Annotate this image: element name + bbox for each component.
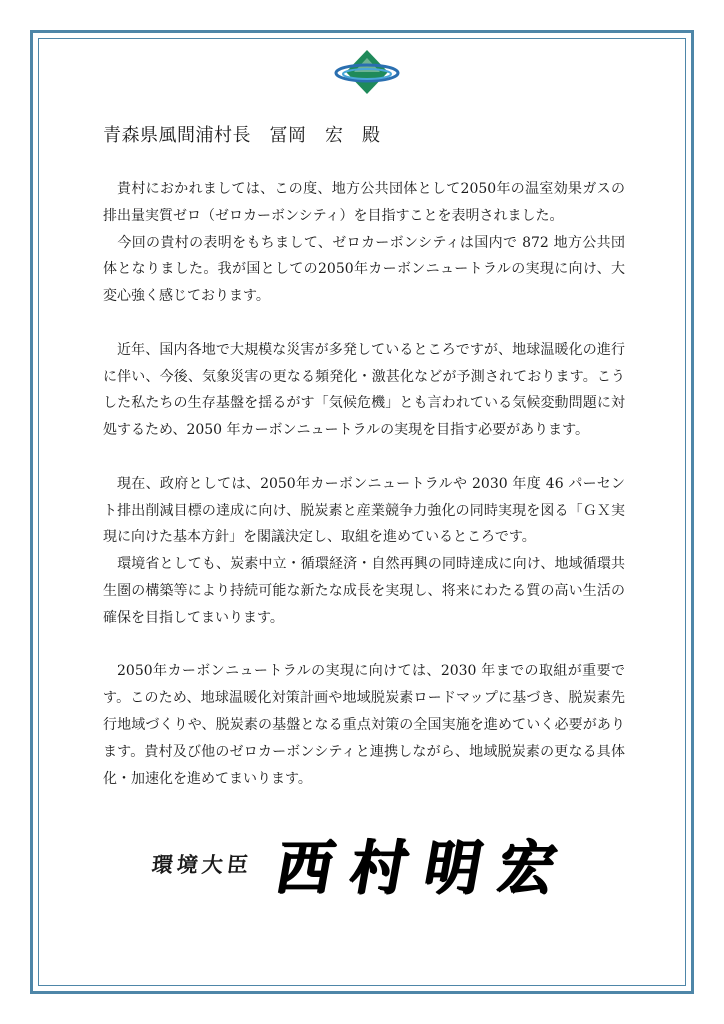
- paragraph-3: 現在、政府としては、2050年カーボンニュートラルや 2030 年度 46 パーセント排出削減目標の達成に向け、脱炭素と産業競争力強化の同時実現を図る「ＧＸ実現に向けた基本方針」を閣議決定し、取組を進めているところです。 環境省としても、炭素中立・循環経済・自然再興の同時達成に向け、地域循環共生圏の構築等により持続可能な新たな成長を実現し、将来にわたる質の高い生活の確保を目指してまいります。: [103, 475, 625, 626]
- addressee: 青森県風間浦村長 冨岡 宏 殿: [103, 125, 381, 146]
- signature-block: [152, 826, 632, 902]
- paragraph-1: 貴村におかれましては、この度、地方公共団体として2050年の温室効果ガスの排出量実質ゼロ（ゼロカーボンシティ）を目指すことを表明されました。 今回の貴村の表明をもちまして、ゼロカーボンシティは国内で 872 地方公共団体となりました。我が国としての2050年カーボンニュートラルの実現に向け、大変心強く感じております。: [103, 181, 625, 305]
- paragraph-4: 2050年カーボンニュートラルの実現に向けては、2030 年までの取組が重要です。このため、地球温暖化対策計画や地域脱炭素ロードマップに基づき、脱炭素先行地域づくりや、脱炭素の基盤となる重点対策の全国実施を進めていく必要があります。貴村及び他のゼロカーボンシティと連携しながら、地域脱炭素の更なる具体化・加速化を進めてまいります。: [103, 663, 625, 787]
- signature-title: 環境大臣: [150, 852, 254, 877]
- paragraph-2: 近年、国内各地で大規模な災害が多発しているところですが、地球温暖化の進行に伴い、今後、気象災害の更なる頻発化・激甚化などが予測されております。こうした私たちの生存基盤を揺るがす「気候危機」とも言われている気候変動問題に対処するため、2050 年カーボンニュートラルの実現を目指す必要があります。: [103, 341, 625, 439]
- letter-body: [103, 176, 625, 819]
- ministry-of-environment-logo-icon: [334, 48, 400, 96]
- signature-name: 西村明宏: [271, 833, 580, 903]
